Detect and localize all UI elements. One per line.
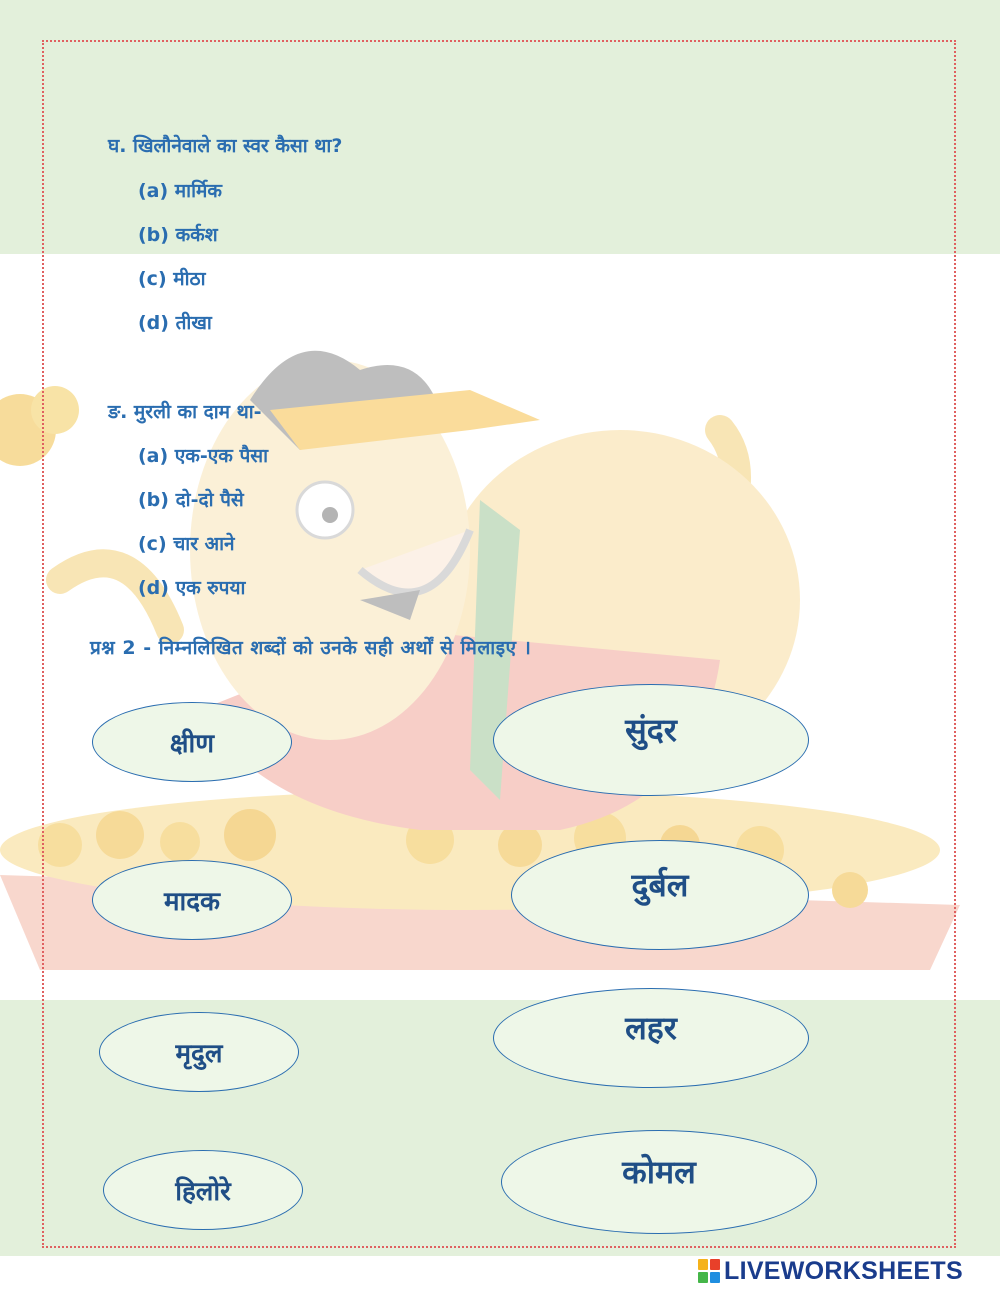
question-nga-title: ङ. मुरली का दाम था- — [108, 401, 262, 423]
word-oval-4[interactable]: हिलोरे — [103, 1150, 303, 1230]
meaning-oval-3[interactable]: लहर — [493, 988, 809, 1088]
meaning-oval-2[interactable]: दुर्बल — [511, 840, 809, 950]
question-nga-option-a[interactable]: (a) एक-एक पैसा — [138, 445, 269, 467]
question-gha-option-a[interactable]: (a) मार्मिक — [138, 180, 222, 202]
question-gha-option-d[interactable]: (d) तीखा — [138, 312, 212, 334]
question-gha-title: घ. खिलौनेवाले का स्वर कैसा था? — [108, 135, 343, 157]
meaning-oval-4[interactable]: कोमल — [501, 1130, 817, 1234]
logo-blocks-icon — [698, 1259, 720, 1283]
question-2-title: प्रश्न 2 - निम्नलिखित शब्दों को उनके सही अर्थों से मिलाइए । — [90, 637, 532, 659]
question-nga-option-d[interactable]: (d) एक रुपया — [138, 577, 246, 599]
question-gha-option-b[interactable]: (b) कर्कश — [138, 224, 218, 246]
word-oval-1[interactable]: क्षीण — [92, 702, 292, 782]
word-oval-2[interactable]: मादक — [92, 860, 292, 940]
brand-name: LIVEWORKSHEETS — [724, 1256, 963, 1285]
question-nga-option-c[interactable]: (c) चार आने — [138, 533, 235, 555]
word-oval-3[interactable]: मृदुल — [99, 1012, 299, 1092]
liveworksheets-logo — [698, 1257, 963, 1285]
question-gha-option-c[interactable]: (c) मीठा — [138, 268, 206, 290]
question-nga-option-b[interactable]: (b) दो-दो पैसे — [138, 489, 244, 511]
meaning-oval-1[interactable]: सुंदर — [493, 684, 809, 796]
